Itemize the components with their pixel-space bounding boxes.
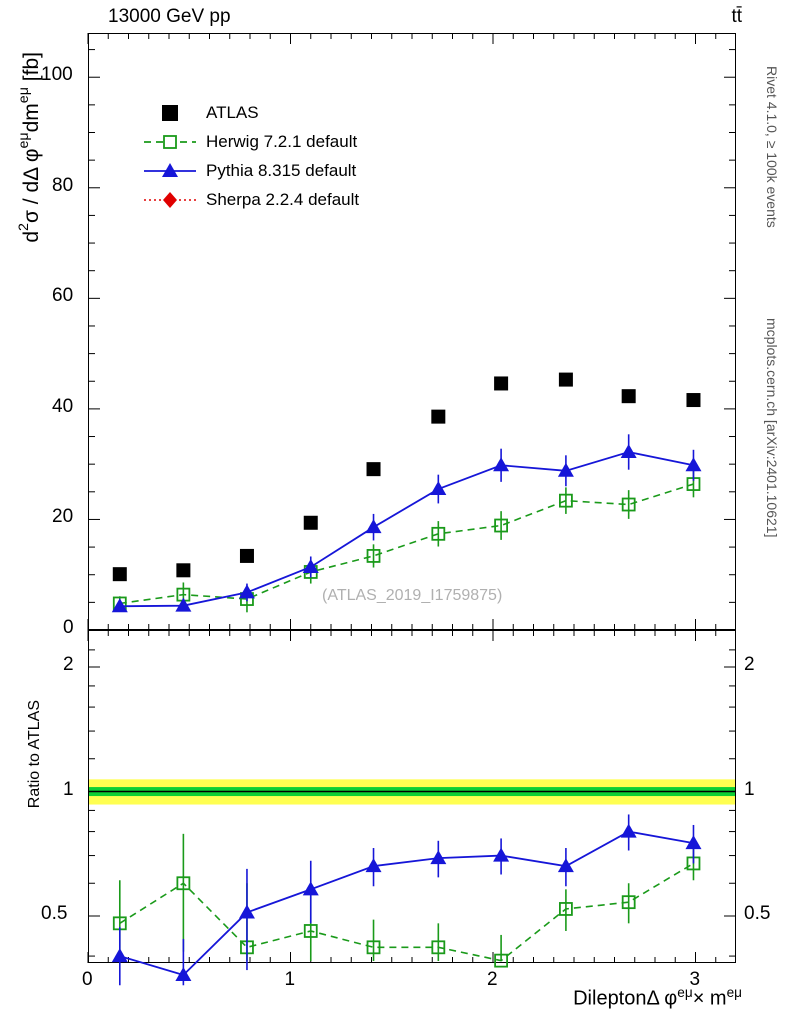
legend-label: Sherpa 2.2.4 default: [206, 190, 360, 209]
legend-marker: [140, 129, 200, 155]
legend-marker: [140, 187, 200, 213]
analysis-watermark: (ATLAS_2019_I1759875): [322, 587, 503, 604]
x-tick-label: 1: [284, 969, 296, 990]
legend-label: ATLAS: [206, 103, 259, 122]
header-left: 13000 GeV pp: [108, 6, 231, 27]
main-y-axis-title: $d^2\sigma$ / dΔ $\varphi^{e\mu}dm^{e\mu}$ [fb]: [16, 52, 43, 243]
legend-entry[interactable]: [140, 129, 440, 158]
main-y-tick-label: 60: [52, 285, 74, 307]
ratio-y-axis-title: Ratio to ATLAS: [26, 700, 43, 809]
marker-triangle-filled: [175, 967, 191, 981]
legend-entry[interactable]: [140, 187, 440, 216]
x-tick-label: 2: [487, 969, 498, 990]
x-tick-label: 0: [82, 969, 93, 990]
legend-label: Herwig 7.2.1 default: [206, 132, 358, 151]
main-y-tick-label: 40: [52, 395, 74, 417]
mcplots-source-text: mcplots.cern.ch [arXiv:2401.10621]: [764, 318, 780, 538]
main-y-tick-label: 100: [41, 64, 73, 86]
main-y-tick-label: 20: [52, 506, 74, 528]
ratio-y-tick-label: 2: [63, 654, 74, 675]
header-right: tt̄: [731, 6, 742, 27]
legend-entry[interactable]: [140, 100, 440, 129]
legend-marker: [140, 158, 200, 184]
main-y-tick-label: 80: [52, 174, 74, 196]
legend-label: Pythia 8.315 default: [206, 161, 357, 180]
ratio-y-tick-label: 1: [744, 778, 755, 800]
ratio-y-tick-label: 0.5: [744, 903, 771, 924]
rivet-version-text: Rivet 4.1.0, ≥ 100k events: [764, 66, 780, 228]
ratio-y-tick-label: 0.5: [41, 903, 68, 924]
ratio-plot-frame: [88, 630, 736, 963]
legend: [140, 100, 440, 216]
main-y-tick-label: 0: [63, 617, 74, 638]
legend-entry[interactable]: [140, 158, 440, 187]
legend-marker: [140, 100, 200, 126]
ratio-y-tick-label: 1: [63, 778, 74, 800]
x-tick-label: 3: [689, 969, 701, 990]
ratio-y-tick-label: 2: [744, 654, 755, 675]
x-axis-title: DileptonΔ $\varphi^{e\mu}\times m^{e\mu}$: [573, 985, 742, 1010]
